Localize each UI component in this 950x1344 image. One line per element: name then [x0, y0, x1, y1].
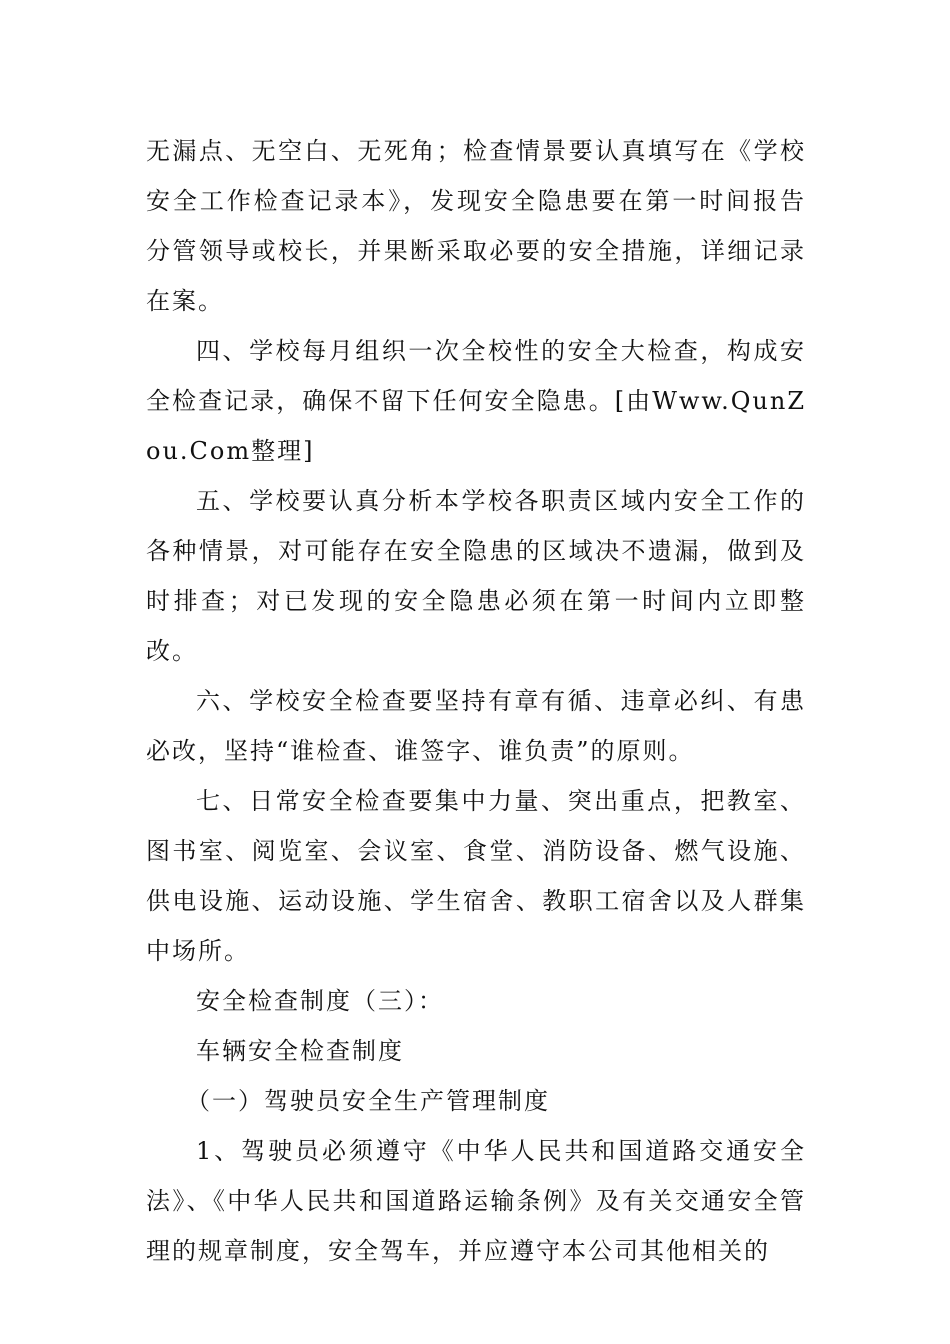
document-body: [146, 126, 806, 1276]
paragraph-continuation: 无漏点、无空白、无死角；检查情景要认真填写在《学校安全工作检查记录本》，发现安全隐患要在第一时间报告分管领导或校长，并果断采取必要的安全措施，详细记录在案。: [146, 137, 806, 315]
paragraph-rule-1: 1、驾驶员必须遵守《中华人民共和国道路交通安全法》、《中华人民共和国道路运输条例》及有关交通安全管理的规章制度，安全驾车，并应遵守本公司其他相关的: [146, 1137, 806, 1265]
paragraph-item-6: 六、学校安全检查要坚持有章有循、违章必纠、有患必改，坚持“谁检查、谁签字、谁负责”的原则。: [146, 687, 806, 765]
paragraph-item-5: 五、学校要认真分析本学校各职责区域内安全工作的各种情景，对可能存在安全隐患的区域决不遗漏，做到及时排查；对已发现的安全隐患必须在第一时间内立即整改。: [146, 487, 806, 665]
subsection-heading-1: （一）驾驶员安全生产管理制度: [186, 1087, 550, 1115]
paragraph-item-7: 七、日常安全检查要集中力量、突出重点，把教室、图书室、阅览室、会议室、食堂、消防设备、燃气设施、供电设施、运动设施、学生宿舍、教职工宿舍以及人群集中场所。: [146, 787, 806, 965]
section-heading: 安全检查制度（三）：: [196, 987, 444, 1015]
subsection-heading: 车辆安全检查制度: [196, 1037, 404, 1065]
paragraph-item-4: 四、学校每月组织一次全校性的安全大检查，构成安全检查记录，确保不留下任何安全隐患。[由Www.QunZou.Com整理]: [146, 337, 806, 465]
